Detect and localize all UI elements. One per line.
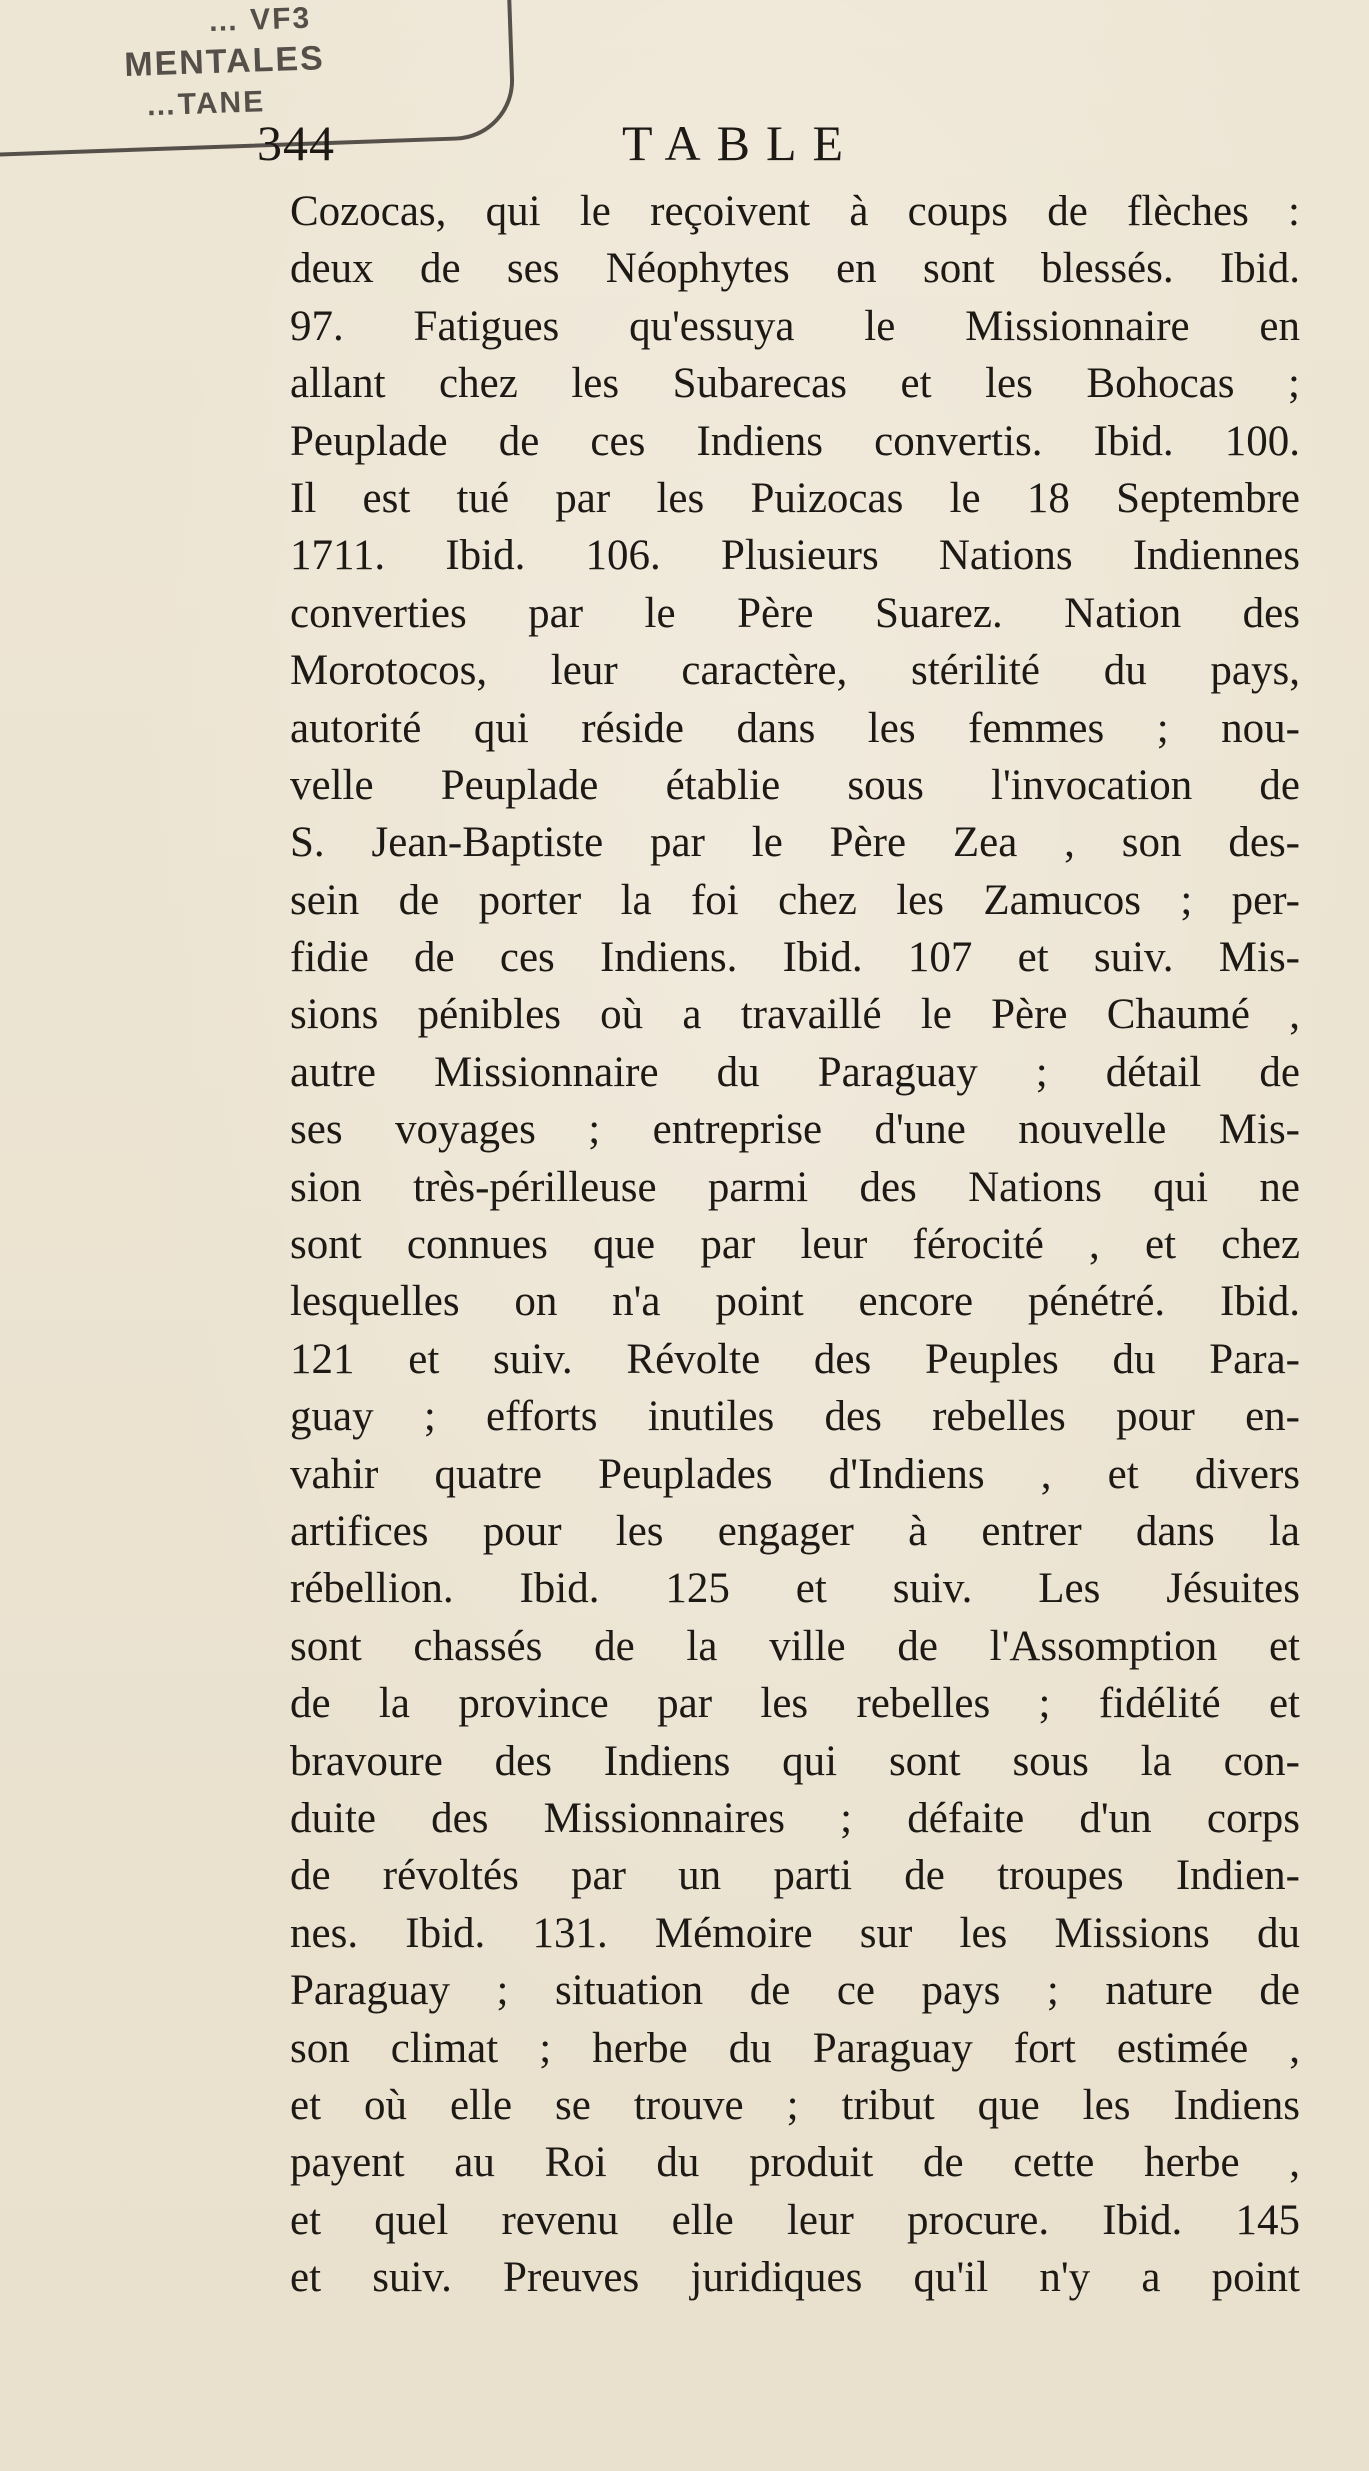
text-line: artifices pour les engager à entrer dans la — [290, 1507, 1300, 1555]
text-line: duite des Missionnaires ; défaite d'un corps — [290, 1794, 1300, 1842]
text-line: son climat ; herbe du Paraguay fort estimée , — [290, 2024, 1300, 2072]
text-line: sion très-périlleuse parmi des Nations qui ne — [290, 1163, 1300, 1211]
text-line: guay ; efforts inutiles des rebelles pour en- — [290, 1393, 1300, 1441]
text-line: sions pénibles où a travaillé le Père Chaumé , — [290, 991, 1300, 1039]
text-line: lesquelles on n'a point encore pénétré. Ibid. — [290, 1278, 1300, 1326]
text-line: Cozocas, qui le reçoivent à coups de flèches : — [290, 188, 1300, 235]
index-text-block — [290, 183, 1300, 2306]
text-line: ses voyages ; entreprise d'une nouvelle Mis- — [290, 1106, 1300, 1154]
text-line: rébellion. Ibid. 125 et suiv. Les Jésuites — [290, 1565, 1300, 1613]
text-line: S. Jean-Baptiste par le Père Zea , son des- — [290, 819, 1300, 867]
text-line: Peuplade de ces Indiens convertis. Ibid. 100. — [290, 417, 1300, 465]
text-line: sont connues que par leur férocité , et chez — [290, 1221, 1300, 1269]
stamp-line: MENTALES — [123, 39, 326, 85]
text-line: bravoure des Indiens qui sont sous la con- — [290, 1737, 1300, 1785]
text-line: velle Peuplade établie sous l'invocation de — [290, 761, 1300, 809]
text-line: de la province par les rebelles ; fidélité et — [290, 1680, 1300, 1728]
text-line: Il est tué par les Puizocas le 18 Septembre — [290, 474, 1300, 522]
text-line: nes. Ibid. 131. Mémoire sur les Missions du — [290, 1909, 1300, 1957]
text-line: et suiv. Preuves juridiques qu'il n'y a point — [290, 2254, 1300, 2302]
text-line: sont chassés de la ville de l'Assomption et — [290, 1622, 1300, 1670]
text-line: et quel revenu elle leur procure. Ibid. 145 — [290, 2196, 1300, 2244]
text-line: 97. Fatigues qu'essuya le Missionnaire en — [290, 302, 1300, 350]
text-line: de révoltés par un parti de troupes Indien- — [290, 1852, 1300, 1900]
text-line: fidie de ces Indiens. Ibid. 107 et suiv. Mis- — [290, 934, 1300, 982]
text-line: Morotocos, leur caractère, stérilité du pays, — [290, 647, 1300, 695]
stamp-line: …TANE — [145, 85, 266, 123]
text-line: allant chez les Subarecas et les Bohocas ; — [290, 360, 1300, 408]
stamp-line: … VF3 — [207, 1, 312, 39]
text-line: autre Missionnaire du Paraguay ; détail de — [290, 1048, 1300, 1096]
text-line: converties par le Père Suarez. Nation des — [290, 589, 1300, 637]
text-line: vahir quatre Peuplades d'Indiens , et divers — [290, 1450, 1300, 1498]
running-title: TABLE — [622, 115, 860, 171]
text-line: 121 et suiv. Révolte des Peuples du Para- — [290, 1335, 1300, 1383]
text-line: 1711. Ibid. 106. Plusieurs Nations Indiennes — [290, 532, 1300, 580]
page-number: 344 — [257, 115, 335, 171]
text-line: sein de porter la foi chez les Zamucos ; per- — [290, 876, 1300, 924]
text-line: Paraguay ; situation de ce pays ; nature de — [290, 1967, 1300, 2015]
text-line: payent au Roi du produit de cette herbe , — [290, 2139, 1300, 2187]
text-line: deux de ses Néophytes en sont blessés. Ibid. — [290, 245, 1300, 293]
text-line: autorité qui réside dans les femmes ; nou- — [290, 704, 1300, 752]
text-line: et où elle se trouve ; tribut que les Indiens — [290, 2081, 1300, 2129]
